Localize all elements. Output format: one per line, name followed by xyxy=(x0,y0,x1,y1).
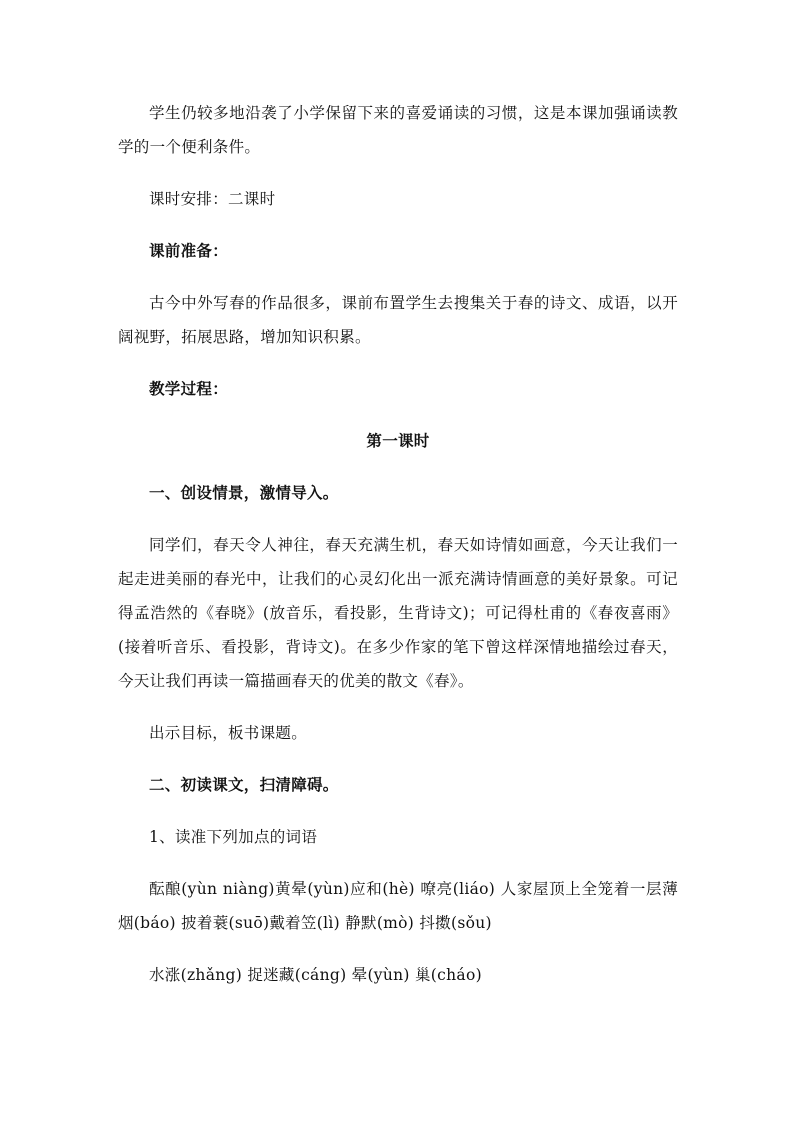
preparation-paragraph: 古今中外写春的作品很多，课前布置学生去搜集关于春的诗文、成语，以开阔视野，拓展思路，增加知识积累。 xyxy=(118,294,678,346)
section-one-heading: 一、创设情景，激情导入。 xyxy=(149,483,339,502)
schedule-line: 课时安排：二课时 xyxy=(149,190,276,208)
intro-paragraph: 学生仍较多地沿袭了小学保留下来的喜爱诵读的习惯，这是本课加强诵读教学的一个便利条件。 xyxy=(118,104,678,156)
objectives-line: 出示目标，板书课题。 xyxy=(149,724,308,742)
introduction-paragraph: 同学们，春天令人神往，春天充满生机，春天如诗情如画意，今天让我们一起走进美丽的春光中，让我们的心灵幻化出一派充满诗情画意的美好景象。可记得孟浩然的《春晓》(放音乐，看投影，生背诗文)；可记得杜甫的《春夜喜雨》(接着听音乐、看投影，背诗文)。在多少作家的笔下曾这样深情地描绘过春天，今天让我们再读一篇描画春天的优美的散文《春》。 xyxy=(118,536,678,690)
preparation-heading: 课前准备： xyxy=(149,241,229,260)
lesson-one-title: 第一课时 xyxy=(366,431,430,450)
process-heading: 教学过程： xyxy=(149,379,229,398)
vocabulary-list-2: 水涨(zhǎng) 捉迷藏(cáng) 晕(yùn) 巢(cháo) xyxy=(149,966,482,984)
vocabulary-list-1: 酝酿(yùn niàng)黄晕(yùn)应和(hè) 嘹亮(liáo) 人家屋顶上全笼着一层薄烟(báo) 披着蓑(suō)戴着笠(lì) 静默(mò) 抖擞(sǒu) xyxy=(118,880,678,932)
section-two-heading: 二、初读课文，扫清障碍。 xyxy=(149,775,339,794)
document-body xyxy=(118,96,678,992)
vocabulary-instruction: 1、读准下列加点的词语 xyxy=(149,828,318,846)
